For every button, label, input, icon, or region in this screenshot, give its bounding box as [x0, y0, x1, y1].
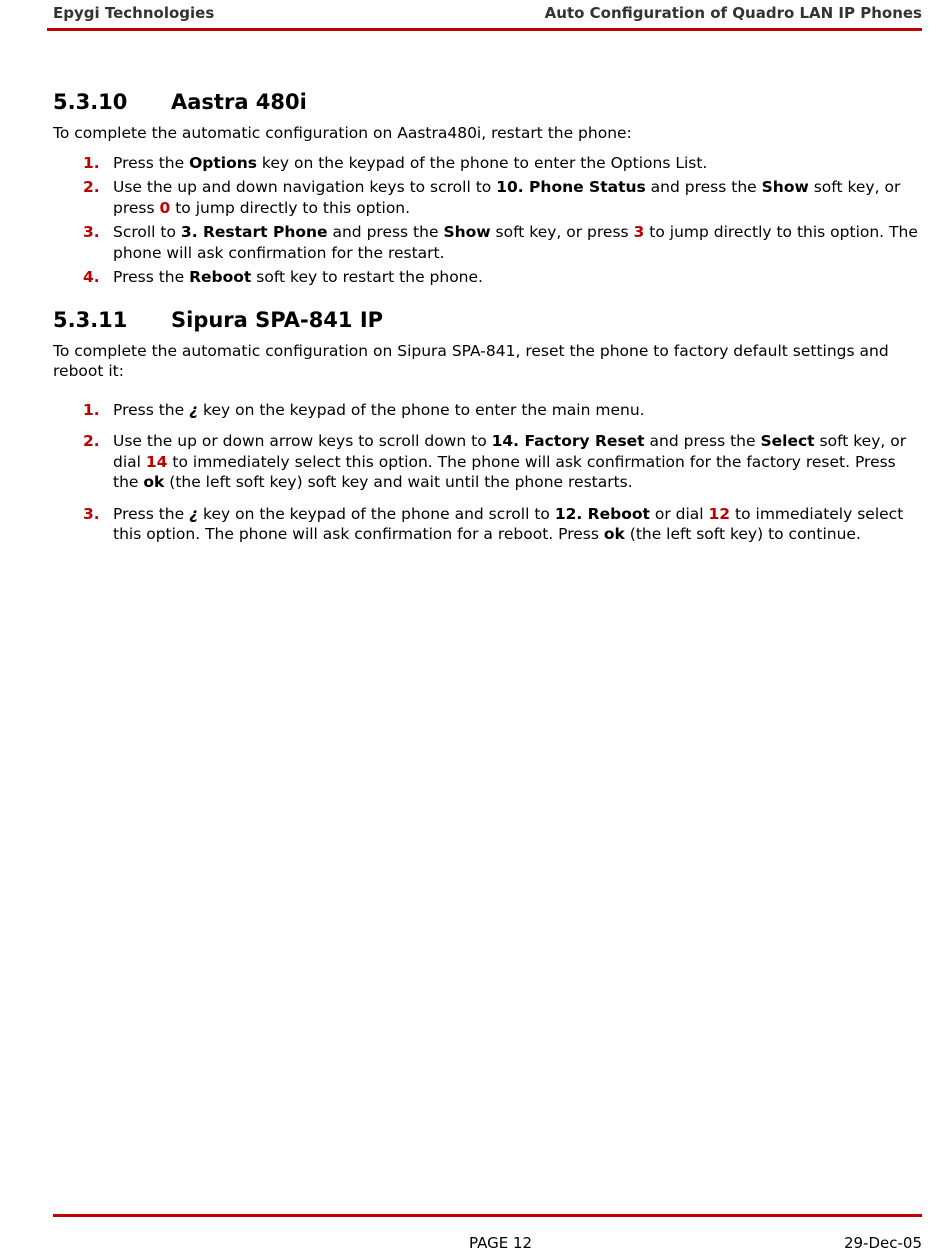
step-text: Scroll to — [113, 223, 181, 241]
step-item — [53, 400, 922, 421]
step-item — [53, 222, 922, 263]
document-body — [53, 86, 922, 545]
step-item — [53, 267, 922, 288]
header-company: Epygi Technologies — [53, 4, 215, 22]
step-number: 4. — [83, 268, 100, 286]
section-intro: To complete the automatic configuration on Aastra480i, restart the phone: — [53, 124, 632, 142]
section-number: 5.3.11 — [53, 307, 128, 332]
step-number: 1. — [83, 400, 100, 419]
step-number: 1. — [83, 153, 100, 172]
step-text: to jump directly to this option. The phone will ask confirmation for the restart. — [113, 223, 918, 262]
step-text: to jump directly to this option. — [170, 198, 411, 217]
step-text: Press the — [113, 153, 190, 172]
step-text: key on the keypad of the phone to enter the main menu. — [198, 400, 645, 419]
steps-list — [53, 400, 922, 545]
bold-term: Reboot — [189, 268, 252, 286]
step-text: soft key, or dial — [113, 432, 907, 471]
section-aastra — [53, 86, 922, 288]
key-code: 3 — [633, 223, 645, 241]
menu-key-icon: ¿ — [189, 400, 199, 419]
bold-term: 12. Reboot — [554, 504, 650, 523]
step-item — [53, 177, 922, 218]
step-item — [53, 153, 922, 174]
step-text: Use the up and down navigation keys to scroll to — [113, 178, 497, 196]
section-intro: To complete the automatic configuration on Sipura SPA-841, reset the phone to factory default settings and reboot it: — [53, 341, 889, 380]
footer-date: 29-Dec-05 — [843, 1234, 922, 1252]
step-item — [53, 431, 922, 493]
step-number: 3. — [83, 504, 100, 523]
section-title: Sipura SPA-841 IP — [171, 307, 384, 332]
bold-term: 3. Restart Phone — [180, 223, 328, 241]
bold-term: Options — [189, 153, 257, 172]
bold-term: Select — [760, 432, 815, 450]
step-text: (the left soft key) soft key and wait until the phone restarts. — [164, 473, 633, 491]
section-title: Aastra 480i — [171, 90, 307, 114]
step-text: Press the — [113, 400, 190, 419]
step-text: soft key, or press — [490, 223, 634, 241]
bold-term: 14. Factory Reset — [491, 432, 645, 450]
step-text: key on the keypad of the phone and scroll to — [198, 504, 555, 523]
steps-list — [53, 153, 922, 288]
step-text: Press the — [113, 504, 190, 523]
bold-term: Show — [761, 178, 809, 196]
step-text: soft key, or press — [113, 178, 901, 217]
section-heading — [53, 86, 922, 118]
step-text: (the left soft key) to continue. — [624, 525, 861, 543]
step-text: Use the up or down arrow keys to scroll down to — [113, 432, 492, 450]
key-code: 0 — [159, 198, 171, 217]
step-number: 2. — [83, 432, 100, 450]
section-sipura — [53, 304, 922, 545]
bold-term: 10. Phone Status — [496, 178, 646, 196]
bold-term: ok — [603, 525, 625, 543]
step-text: soft key to restart the phone. — [251, 268, 483, 286]
step-text: to immediately select this option. The phone will ask confirmation for a reboot. Press — [113, 504, 904, 543]
step-item — [53, 504, 922, 545]
footer-page-number: PAGE 12 — [469, 1234, 533, 1252]
header-rule — [47, 28, 922, 31]
step-text: and press the — [645, 178, 762, 196]
header-title: Auto Configuration of Quadro LAN IP Phones — [544, 4, 922, 22]
bold-term: ok — [143, 473, 165, 491]
menu-key-icon: ¿ — [189, 504, 199, 523]
step-text: and press the — [327, 223, 444, 241]
step-text: to immediately select this option. The phone will ask confirmation for the factory reset. Press the — [113, 452, 896, 491]
footer-rule — [53, 1214, 922, 1217]
step-text: or dial — [649, 504, 709, 523]
step-text: and press the — [644, 432, 761, 450]
step-text: key on the keypad of the phone to enter the Options List. — [257, 153, 708, 172]
step-number: 3. — [83, 223, 100, 241]
bold-term: Show — [443, 223, 491, 241]
step-number: 2. — [83, 178, 100, 196]
section-heading — [53, 304, 922, 336]
key-code: 14 — [145, 452, 168, 471]
section-number: 5.3.10 — [53, 90, 128, 114]
key-code: 12 — [708, 504, 731, 523]
step-text: Press the — [113, 268, 190, 286]
